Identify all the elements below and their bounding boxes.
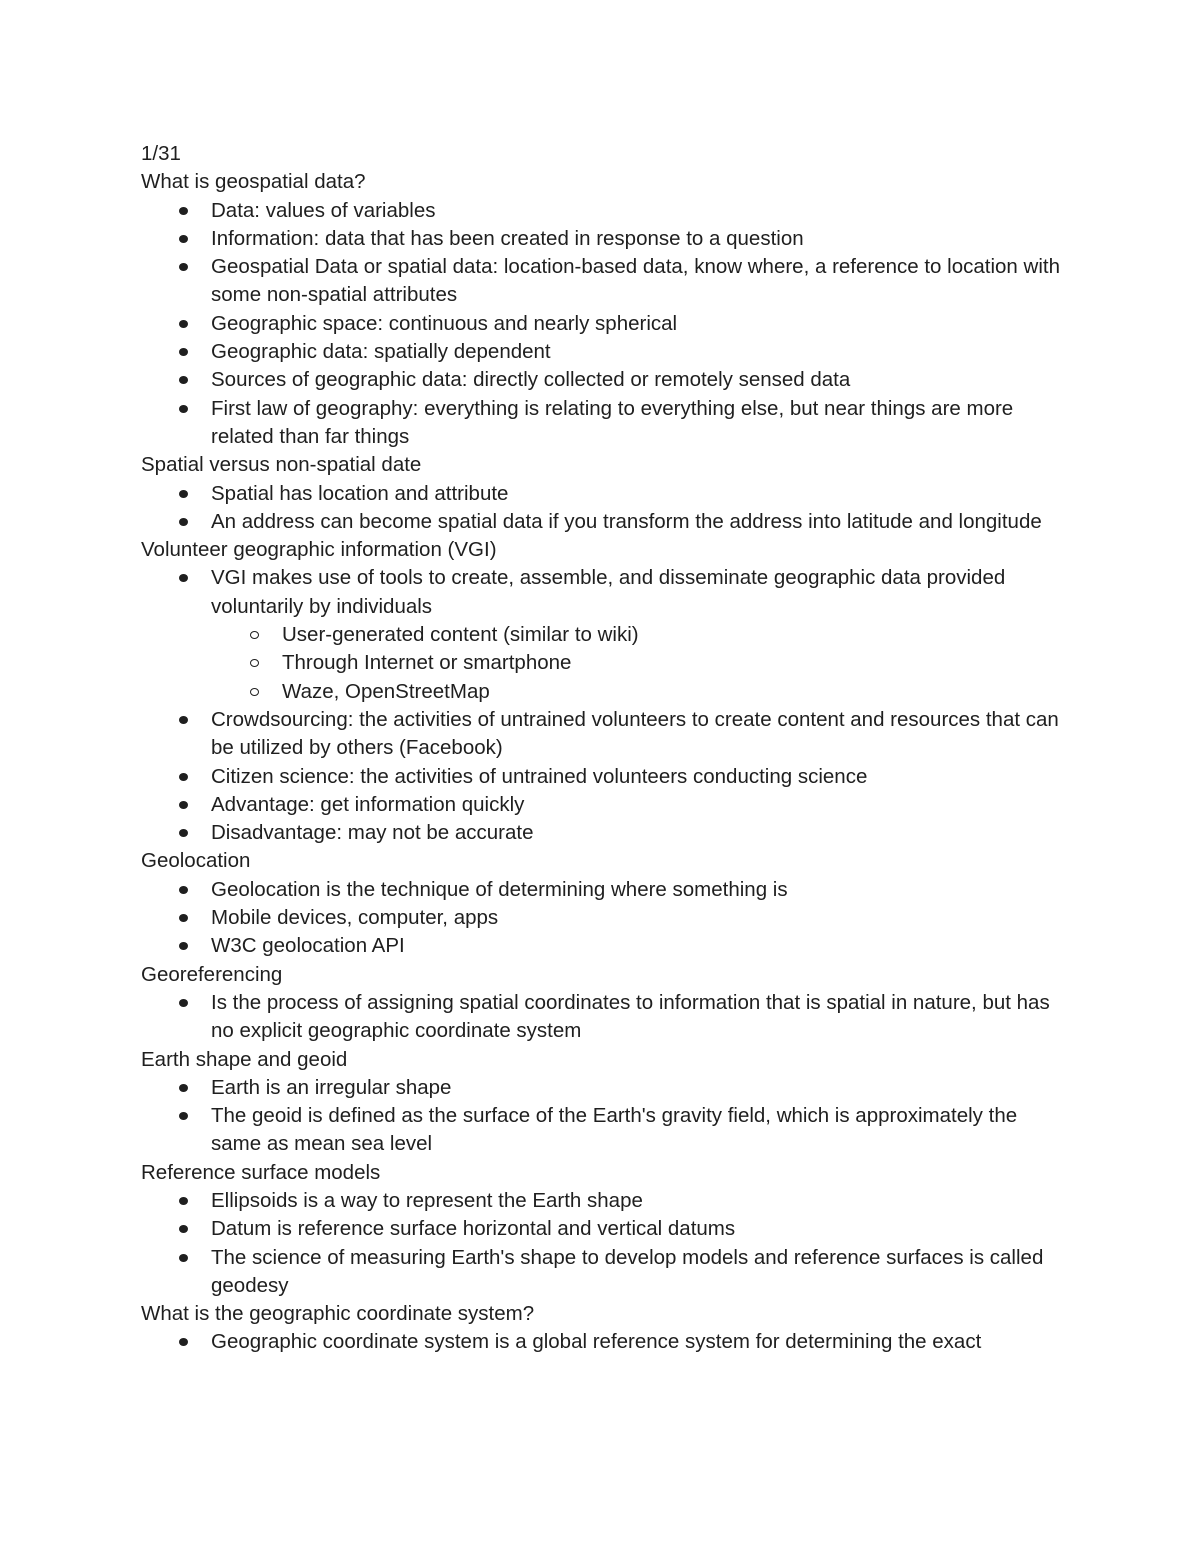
list-item-text: Spatial has location and attribute xyxy=(211,481,509,505)
list-item-text: Is the process of assigning spatial coordinates to information that is spatial in nature, but has no explicit geographic coordinate system xyxy=(211,990,1050,1043)
bullet-dot-icon xyxy=(179,773,188,781)
list-item xyxy=(141,1074,1071,1102)
list-item-text: An address can become spatial data if you transform the address into latitude and longitude xyxy=(211,509,1042,533)
bullet-list xyxy=(141,1074,1071,1159)
bullet-dot-icon xyxy=(179,1197,188,1205)
hollow-bullet-icon xyxy=(250,659,259,667)
list-item-text: W3C geolocation API xyxy=(211,934,405,958)
list-item xyxy=(141,791,1071,819)
bullet-dot-icon xyxy=(179,235,188,243)
section-heading: Spatial versus non-spatial date xyxy=(141,453,422,477)
list-item xyxy=(141,197,1071,225)
list-item xyxy=(141,1328,1071,1356)
list-item-text: Citizen science: the activities of untrained volunteers conducting science xyxy=(211,764,868,788)
list-item-text: Crowdsourcing: the activities of untrained volunteers to create content and resources that can be utilized by others (Facebook) xyxy=(211,707,1059,760)
list-item xyxy=(141,706,1071,763)
bullet-dot-icon xyxy=(179,1225,188,1233)
bullet-list xyxy=(141,989,1071,1046)
list-item-text: Advantage: get information quickly xyxy=(211,792,525,816)
document-body xyxy=(141,140,1071,1357)
bullet-dot-icon xyxy=(179,490,188,498)
list-item-text: Geographic coordinate system is a global reference system for determining the exact xyxy=(211,1330,982,1354)
bullet-dot-icon xyxy=(179,376,188,384)
bullet-dot-icon xyxy=(179,914,188,922)
list-item xyxy=(141,338,1071,366)
list-item-text: Earth is an irregular shape xyxy=(211,1075,452,1099)
bullet-list xyxy=(141,1187,1071,1300)
sub-list-item-text: Waze, OpenStreetMap xyxy=(282,679,490,703)
list-item xyxy=(141,989,1071,1046)
bullet-list xyxy=(141,564,1071,847)
list-item xyxy=(141,508,1071,536)
list-item-text: Geographic space: continuous and nearly spherical xyxy=(211,311,678,335)
hollow-bullet-icon xyxy=(250,688,259,696)
list-item-text: Data: values of variables xyxy=(211,198,436,222)
bullet-dot-icon xyxy=(179,405,188,413)
bullet-dot-icon xyxy=(179,574,188,582)
bullet-dot-icon xyxy=(179,1254,188,1262)
list-item-text: Ellipsoids is a way to represent the Earth shape xyxy=(211,1188,643,1212)
list-item-text: Sources of geographic data: directly collected or remotely sensed data xyxy=(211,368,851,392)
list-item xyxy=(141,310,1071,338)
list-item-text: Datum is reference surface horizontal and vertical datums xyxy=(211,1217,736,1241)
bullet-dot-icon xyxy=(179,801,188,809)
bullet-dot-icon xyxy=(179,942,188,950)
list-item-text: Information: data that has been created in response to a question xyxy=(211,226,804,250)
list-item xyxy=(141,253,1071,310)
list-item-text: Geospatial Data or spatial data: location-based data, know where, a reference to location with some non-spatial attributes xyxy=(211,255,1060,307)
list-item-text: First law of geography: everything is relating to everything else, but near things are more related than far things xyxy=(211,396,1014,448)
list-item-text: The science of measuring Earth's shape to develop models and reference surfaces is called geodesy xyxy=(211,1245,1044,1297)
sub-list-item-text: User-generated content (similar to wiki) xyxy=(282,623,639,647)
list-item-text: The geoid is defined as the surface of the Earth's gravity field, which is approximately the same as mean sea level xyxy=(211,1104,1018,1156)
list-item xyxy=(141,366,1071,394)
list-item-text: Disadvantage: may not be accurate xyxy=(211,821,534,845)
list-item xyxy=(141,564,1071,621)
note-date: 1/31 xyxy=(141,142,181,165)
list-item-text: VGI makes use of tools to create, assemble, and disseminate geographic data provided voluntarily by individuals xyxy=(211,566,1006,618)
section-heading: Geolocation xyxy=(141,849,251,873)
hollow-bullet-icon xyxy=(250,631,259,639)
sub-list-item xyxy=(141,649,1071,677)
list-item xyxy=(141,763,1071,791)
bullet-dot-icon xyxy=(179,829,188,837)
bullet-dot-icon xyxy=(179,999,188,1007)
list-item xyxy=(141,1102,1071,1159)
list-item xyxy=(141,1215,1071,1243)
bullet-list xyxy=(141,480,1071,537)
section-heading: What is geospatial data? xyxy=(141,170,366,194)
sub-list-item-text: Through Internet or smartphone xyxy=(282,651,572,675)
list-item xyxy=(141,1244,1071,1301)
bullet-dot-icon xyxy=(179,348,188,356)
bullet-dot-icon xyxy=(179,518,188,526)
bullet-list xyxy=(141,876,1071,961)
list-item xyxy=(141,1187,1071,1215)
bullet-list xyxy=(141,197,1071,452)
section-heading: Georeferencing xyxy=(141,962,283,986)
list-item-text: Mobile devices, computer, apps xyxy=(211,906,499,930)
bullet-dot-icon xyxy=(179,886,188,894)
bullet-dot-icon xyxy=(179,1084,188,1092)
list-item-text: Geolocation is the technique of determining where something is xyxy=(211,877,788,901)
list-item xyxy=(141,225,1071,253)
bullet-dot-icon xyxy=(179,320,188,328)
sub-list-item xyxy=(141,678,1071,706)
section-heading: Volunteer geographic information (VGI) xyxy=(141,538,497,562)
bullet-dot-icon xyxy=(179,207,188,215)
section-heading: What is the geographic coordinate system? xyxy=(141,1302,535,1326)
bullet-list xyxy=(141,1328,1071,1356)
list-item xyxy=(141,819,1071,847)
list-item xyxy=(141,904,1071,932)
list-item xyxy=(141,876,1071,904)
bullet-dot-icon xyxy=(179,263,188,271)
bullet-dot-icon xyxy=(179,1112,188,1120)
bullet-dot-icon xyxy=(179,1338,188,1346)
section-heading: Reference surface models xyxy=(141,1160,381,1184)
section-heading: Earth shape and geoid xyxy=(141,1047,348,1071)
list-item xyxy=(141,395,1071,452)
bullet-dot-icon xyxy=(179,716,188,724)
sub-list-item xyxy=(141,621,1071,649)
list-item xyxy=(141,932,1071,960)
list-item-text: Geographic data: spatially dependent xyxy=(211,340,551,364)
list-item xyxy=(141,480,1071,508)
